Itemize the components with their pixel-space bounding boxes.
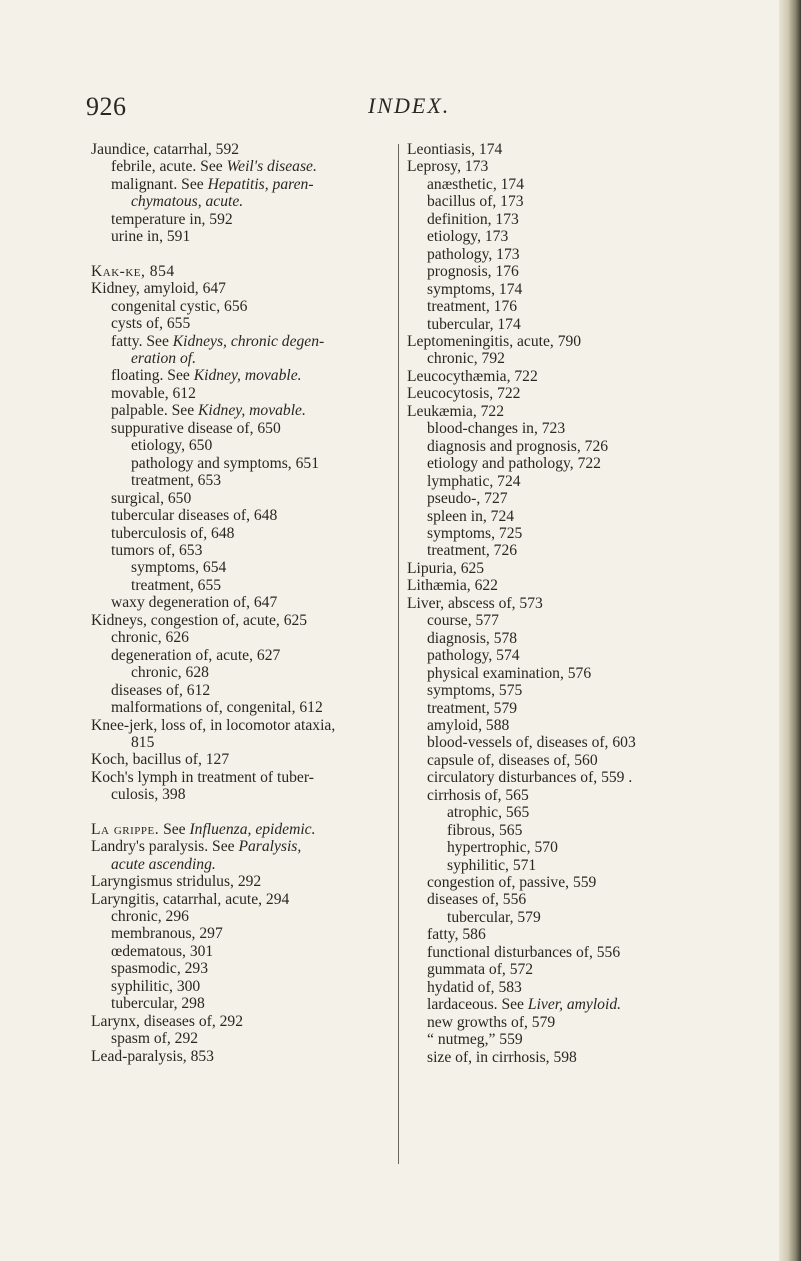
index-subentry: atrophic, 565 bbox=[447, 804, 530, 822]
index-entry: Leprosy, 173 bbox=[407, 158, 489, 176]
index-subentry: congestion of, passive, 559 bbox=[427, 874, 597, 892]
index-subentry: gummata of, 572 bbox=[427, 961, 534, 979]
index-subentry: capsule of, diseases of, 560 bbox=[427, 751, 598, 769]
index-subentry: syphilitic, 300 bbox=[111, 977, 201, 995]
index-subentry: fatty, 586 bbox=[427, 926, 486, 944]
index-subentry: treatment, 726 bbox=[427, 542, 518, 560]
index-subentry: etiology, 650 bbox=[131, 437, 213, 455]
index-entry: Landry's paralysis. See Paralysis, bbox=[91, 838, 302, 856]
index-entry: Lipuria, 625 bbox=[407, 559, 485, 577]
index-entry: Koch's lymph in treatment of tuber- bbox=[91, 768, 314, 786]
index-subentry: tubercular, 174 bbox=[427, 315, 521, 333]
index-subentry: culosis, 398 bbox=[111, 786, 186, 804]
index-subentry: pseudo-, 727 bbox=[427, 490, 508, 508]
index-subentry: urine in, 591 bbox=[111, 228, 191, 246]
index-entry: La grippe. See Influenza, epidemic. bbox=[91, 820, 316, 838]
index-subentry: chymatous, acute. bbox=[131, 193, 244, 211]
index-column-left bbox=[91, 141, 393, 1065]
index-subentry: blood-vessels of, diseases of, 603 bbox=[427, 734, 636, 752]
running-head: INDEX. bbox=[368, 93, 451, 118]
index-subentry: floating. See Kidney, movable. bbox=[111, 367, 302, 385]
index-subentry: œdematous, 301 bbox=[111, 942, 214, 960]
index-subentry: spleen in, 724 bbox=[427, 507, 515, 525]
index-subentry: spasmodic, 293 bbox=[111, 960, 209, 978]
index-subentry: diagnosis and prognosis, 726 bbox=[427, 437, 609, 455]
index-subentry: lymphatic, 724 bbox=[427, 472, 521, 490]
index-subentry: chronic, 792 bbox=[427, 350, 505, 368]
index-subentry: bacillus of, 173 bbox=[427, 193, 524, 211]
index-subentry: pathology, 574 bbox=[427, 647, 520, 665]
index-entry: Leptomeningitis, acute, 790 bbox=[407, 332, 582, 350]
index-entry: Kidney, amyloid, 647 bbox=[91, 280, 226, 298]
index-subentry: febrile, acute. See Weil's disease. bbox=[111, 158, 317, 176]
index-subentry: treatment, 655 bbox=[131, 576, 222, 594]
index-subentry: 815 bbox=[131, 733, 155, 751]
index-subentry: spasm of, 292 bbox=[111, 1030, 199, 1048]
index-subentry: “ nutmeg,” 559 bbox=[427, 1031, 523, 1049]
index-subentry: physical examination, 576 bbox=[427, 664, 592, 682]
index-subentry: syphilitic, 571 bbox=[447, 856, 537, 874]
index-subentry: pathology, 173 bbox=[427, 245, 520, 263]
index-column-right bbox=[407, 141, 742, 1066]
index-subentry: new growths of, 579 bbox=[427, 1013, 556, 1031]
index-subentry: degeneration of, acute, 627 bbox=[111, 646, 281, 664]
index-subentry: functional disturbances of, 556 bbox=[427, 943, 621, 961]
index-subentry: diagnosis, 578 bbox=[427, 629, 518, 647]
index-entry: Koch, bacillus of, 127 bbox=[91, 751, 230, 769]
index-subentry: fibrous, 565 bbox=[447, 821, 523, 839]
index-entry: Jaundice, catarrhal, 592 bbox=[91, 141, 240, 158]
index-subentry: tumors of, 653 bbox=[111, 541, 203, 559]
index-subentry: etiology and pathology, 722 bbox=[427, 455, 601, 473]
index-subentry: eration of. bbox=[131, 349, 196, 367]
index-subentry: symptoms, 174 bbox=[427, 280, 523, 298]
index-subentry: circulatory disturbances of, 559 . bbox=[427, 769, 633, 787]
index-subentry: course, 577 bbox=[427, 612, 499, 630]
index-subentry: chronic, 626 bbox=[111, 629, 189, 647]
index-subentry: prognosis, 176 bbox=[427, 263, 519, 281]
page-header bbox=[86, 92, 726, 122]
index-subentry: symptoms, 575 bbox=[427, 682, 523, 700]
index-entry: Laryngitis, catarrhal, acute, 294 bbox=[91, 890, 290, 908]
index-subentry: symptoms, 725 bbox=[427, 524, 523, 542]
index-subentry: tubercular, 579 bbox=[447, 908, 541, 926]
index-entry: Laryngismus stridulus, 292 bbox=[91, 873, 262, 891]
index-entry: Lithæmia, 622 bbox=[407, 577, 498, 595]
page-number: 926 bbox=[86, 92, 127, 121]
index-subentry: waxy degeneration of, 647 bbox=[111, 594, 278, 612]
index-subentry: hydatid of, 583 bbox=[427, 978, 522, 996]
index-subentry: fatty. See Kidneys, chronic degen- bbox=[111, 332, 325, 350]
index-subentry: treatment, 176 bbox=[427, 298, 518, 316]
index-subentry: suppurative disease of, 650 bbox=[111, 419, 281, 437]
index-subentry: diseases of, 556 bbox=[427, 891, 527, 909]
index-subentry: chronic, 296 bbox=[111, 908, 189, 926]
index-entry: Kidneys, congestion of, acute, 625 bbox=[91, 611, 308, 629]
index-subentry: acute ascending. bbox=[111, 855, 216, 873]
index-entry: Knee-jerk, loss of, in locomotor ataxia, bbox=[91, 716, 336, 734]
index-subentry: movable, 612 bbox=[111, 384, 196, 402]
index-entry: Leucocythæmia, 722 bbox=[407, 367, 538, 385]
index-subentry: temperature in, 592 bbox=[111, 210, 233, 228]
index-entry: Leontiasis, 174 bbox=[407, 141, 503, 158]
index-subentry: etiology, 173 bbox=[427, 228, 509, 246]
index-subentry: size of, in cirrhosis, 598 bbox=[427, 1048, 577, 1066]
page-edge-shadow bbox=[779, 0, 801, 1261]
column-divider bbox=[398, 144, 399, 1164]
index-subentry: congenital cystic, 656 bbox=[111, 297, 248, 315]
index-subentry: tuberculosis of, 648 bbox=[111, 524, 235, 542]
index-subentry: definition, 173 bbox=[427, 210, 519, 228]
index-subentry: blood-changes in, 723 bbox=[427, 420, 566, 438]
index-subentry: treatment, 653 bbox=[131, 472, 222, 490]
index-entry: Larynx, diseases of, 292 bbox=[91, 1012, 244, 1030]
index-subentry: diseases of, 612 bbox=[111, 681, 211, 699]
index-subentry: tubercular diseases of, 648 bbox=[111, 507, 278, 525]
index-entry: Leucocytosis, 722 bbox=[407, 385, 521, 403]
index-subentry: treatment, 579 bbox=[427, 699, 518, 717]
index-subentry: cysts of, 655 bbox=[111, 315, 191, 333]
index-subentry: malignant. See Hepatitis, paren- bbox=[111, 175, 314, 193]
index-subentry: amyloid, 588 bbox=[427, 716, 510, 734]
index-entry: Kak-ke, 854 bbox=[91, 262, 175, 280]
index-subentry: malformations of, congenital, 612 bbox=[111, 699, 323, 717]
index-subentry: anæsthetic, 174 bbox=[427, 175, 525, 193]
index-subentry: pathology and symptoms, 651 bbox=[131, 454, 319, 472]
index-subentry: tubercular, 298 bbox=[111, 995, 205, 1013]
index-entry: Leukæmia, 722 bbox=[407, 402, 505, 420]
index-subentry: palpable. See Kidney, movable. bbox=[111, 402, 306, 420]
index-subentry: surgical, 650 bbox=[111, 489, 192, 507]
index-subentry: chronic, 628 bbox=[131, 664, 209, 682]
index-subentry: lardaceous. See Liver, amyloid. bbox=[427, 996, 622, 1014]
index-subentry: symptoms, 654 bbox=[131, 559, 227, 577]
index-subentry: membranous, 297 bbox=[111, 925, 223, 943]
index-entry: Liver, abscess of, 573 bbox=[407, 594, 543, 612]
index-subentry: cirrhosis of, 565 bbox=[427, 786, 529, 804]
index-entry: Lead-paralysis, 853 bbox=[91, 1047, 214, 1065]
index-subentry: hypertrophic, 570 bbox=[447, 839, 558, 857]
